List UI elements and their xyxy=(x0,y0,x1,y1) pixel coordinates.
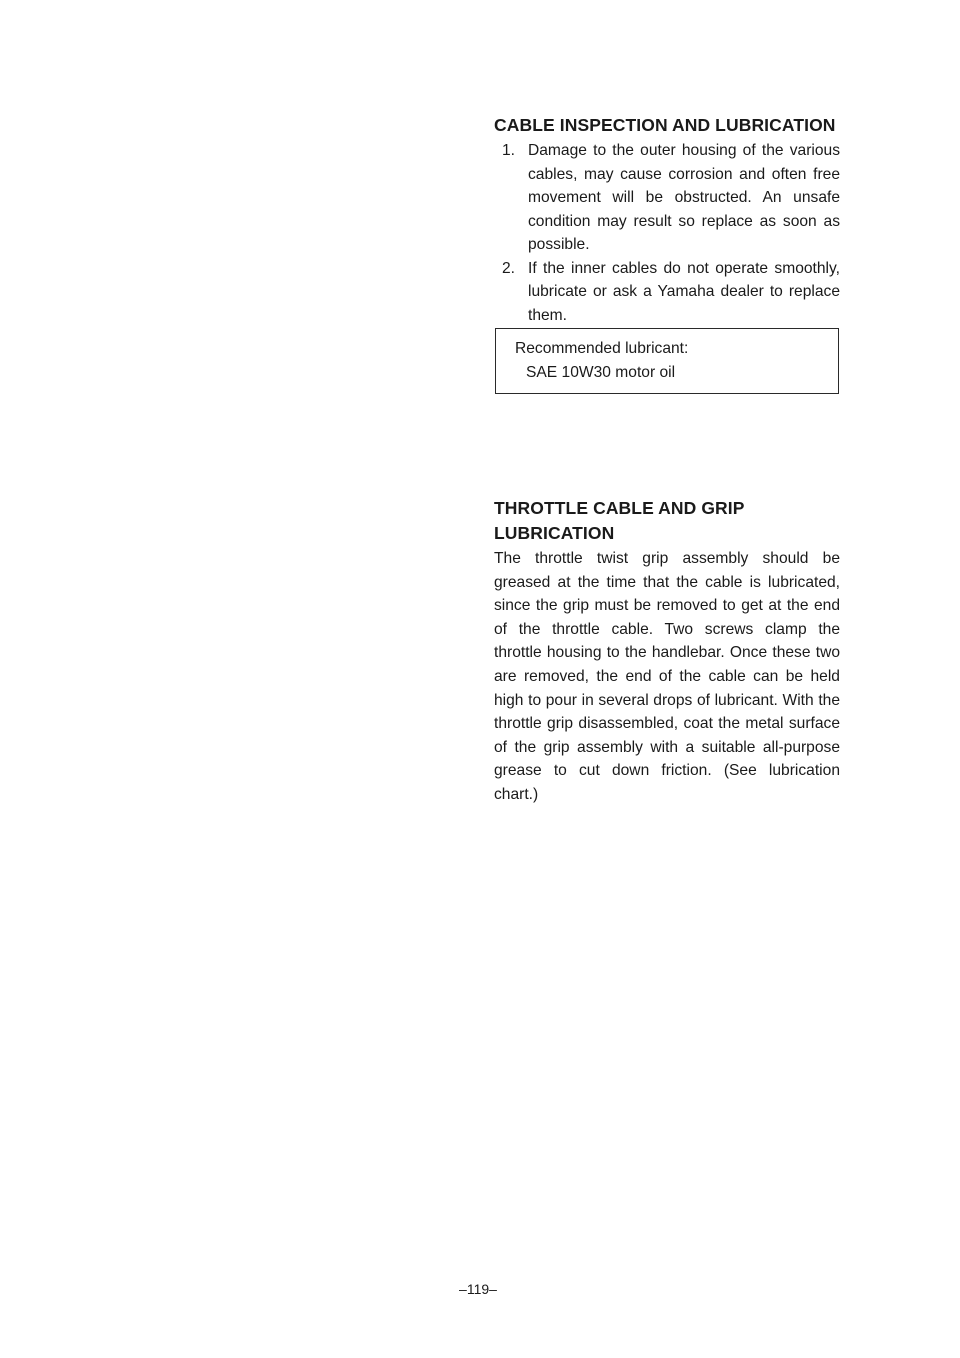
page-number: –119– xyxy=(459,1281,497,1297)
spec-value: SAE 10W30 motor oil xyxy=(526,364,676,381)
list-item xyxy=(494,257,840,328)
list-item-number: 1. xyxy=(502,142,516,159)
list-item-number: 2. xyxy=(502,259,516,277)
spec-label: Recommended lubricant: xyxy=(515,340,689,357)
list-item xyxy=(494,139,840,257)
list-item-text: Damage to the outer housing of the various cables, may cause corrosion and often free movement will be obstructed. An unsafe condition may result so replace as soon as possible. xyxy=(528,142,840,253)
section-heading-throttle-cable: THROTTLE CABLE AND GRIP LUBRICATION xyxy=(494,498,745,543)
body-paragraph: The throttle twist grip assembly should be greased at the time that the cable is lubricated, since the grip must be removed to get at the end of the throttle cable. Two screws clamp the throttle housing to the handlebar. Once these two are removed, the end of the cable can be held high to pour in several drops of lubricant. With the throttle grip disassembled, coat the metal surface of the grip assembly with a suitable all-purpose grease to cut down friction. (See lubrication chart.) xyxy=(494,550,840,803)
throttle-cable-section xyxy=(494,496,840,807)
recommended-lubricant-box xyxy=(495,328,839,394)
cable-inspection-section xyxy=(494,113,840,327)
cable-inspection-list xyxy=(494,139,840,327)
list-item-text: If the inner cables do not operate smoothly, lubricate or ask a Yamaha dealer to replace them. xyxy=(528,259,840,324)
section-heading-cable-inspection: CABLE INSPECTION AND LUBRICATION xyxy=(494,115,836,135)
